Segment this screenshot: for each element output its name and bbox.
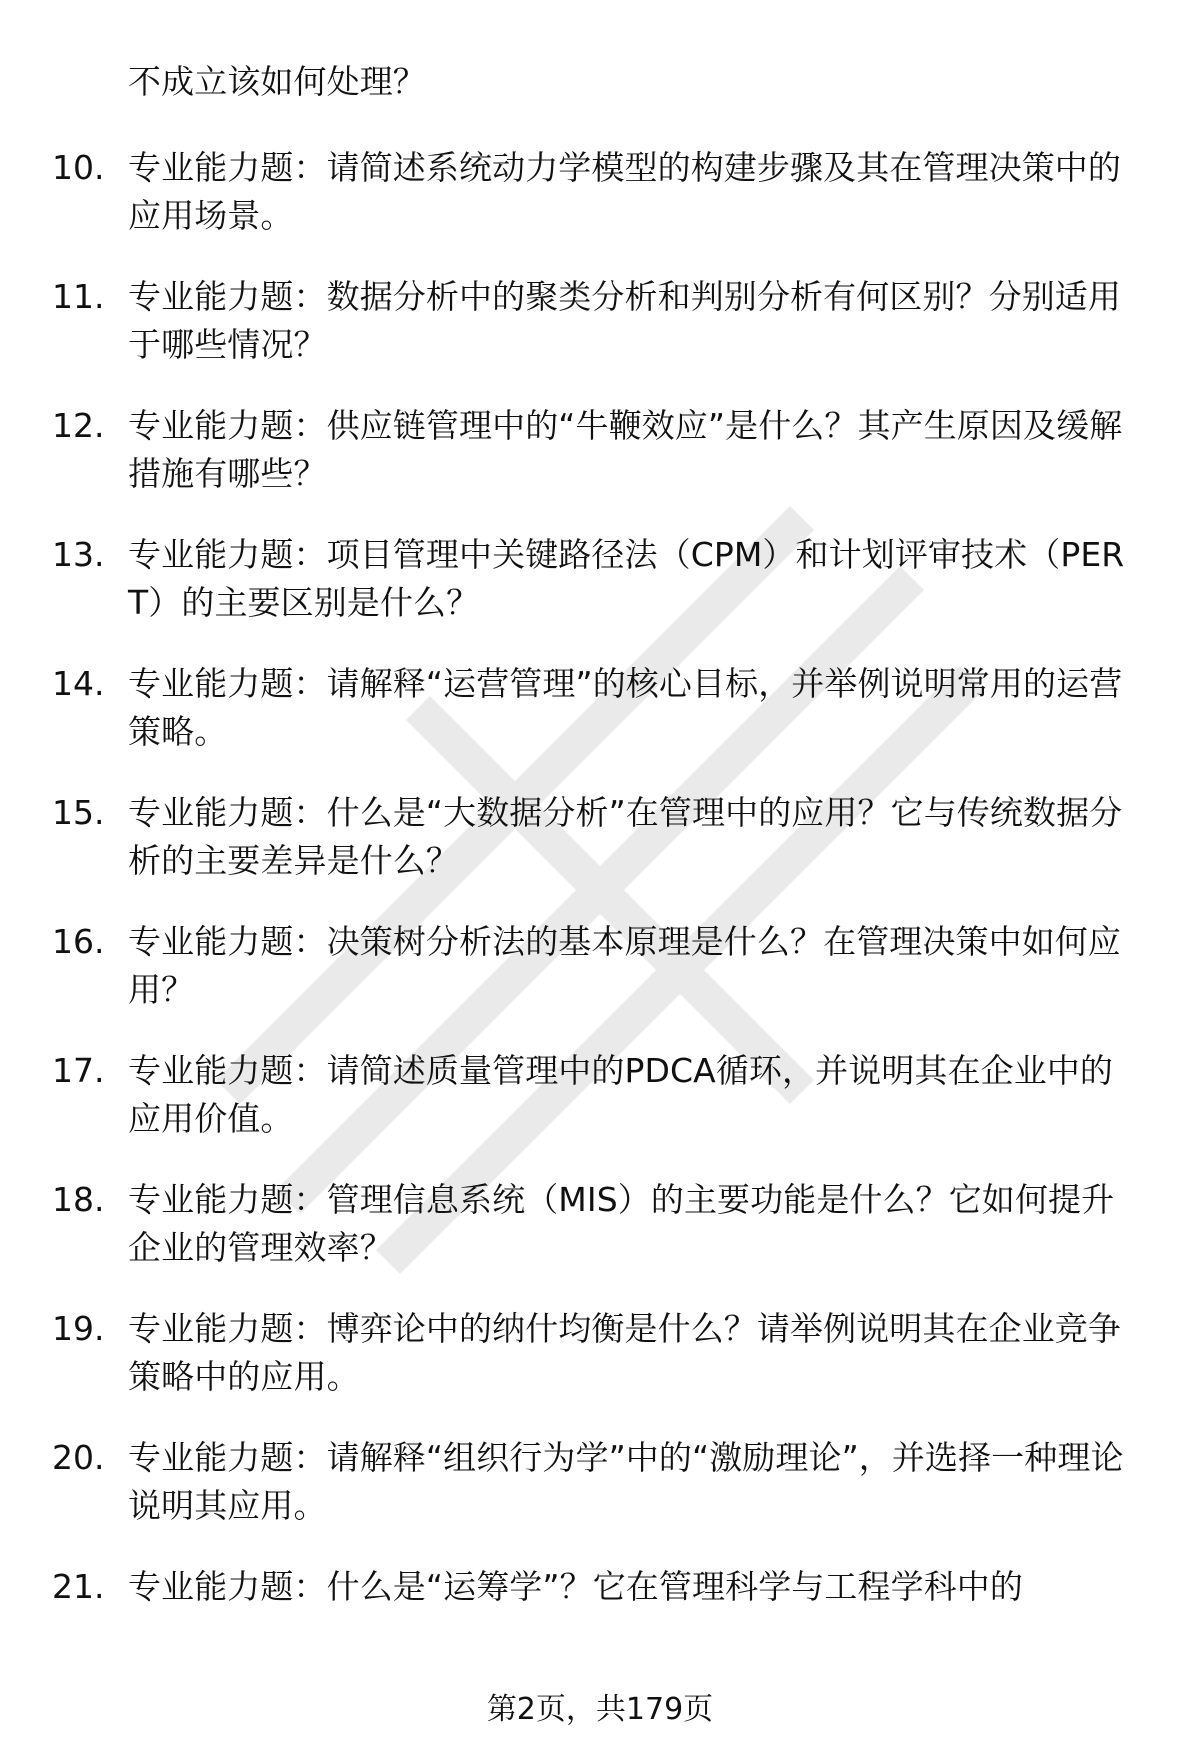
list-item <box>52 144 1137 240</box>
item-number: 11. <box>52 277 105 316</box>
item-text: 专业能力题：什么是“运筹学”？它在管理科学与工程学科中的 <box>128 1567 1023 1606</box>
item-text: 专业能力题：项目管理中关键路径法（CPM）和计划评审技术（PERT）的主要区别是什么？ <box>128 535 1125 622</box>
list-item <box>52 402 1137 498</box>
item-number: 14. <box>52 664 105 703</box>
list-item <box>52 531 1137 627</box>
item-text: 专业能力题：请解释“运营管理”的核心目标，并举例说明常用的运营策略。 <box>128 664 1123 751</box>
item-number: 12. <box>52 406 105 445</box>
item-text: 专业能力题：博弈论中的纳什均衡是什么？请举例说明其在企业竞争策略中的应用。 <box>128 1309 1121 1396</box>
item-number: 13. <box>52 535 105 574</box>
item-number: 19. <box>52 1309 105 1348</box>
list-item <box>52 1434 1137 1530</box>
item-number: 16. <box>52 922 105 961</box>
list-item <box>52 273 1137 369</box>
item-number: 21. <box>52 1567 105 1606</box>
item-text: 专业能力题：什么是“大数据分析”在管理中的应用？它与传统数据分析的主要差异是什么？ <box>128 793 1123 880</box>
list-item <box>52 789 1137 885</box>
list-item <box>52 1047 1137 1143</box>
item-text: 专业能力题：管理信息系统（MIS）的主要功能是什么？它如何提升企业的管理效率？ <box>128 1180 1115 1267</box>
item-number: 15. <box>52 793 105 832</box>
continued-question-text: 不成立该如何处理？ <box>128 62 426 101</box>
item-text: 专业能力题：数据分析中的聚类分析和判别分析有何区别？分别适用于哪些情况？ <box>128 277 1121 364</box>
page-number-footer: 第2页，共179页 <box>486 1692 714 1727</box>
list-item <box>52 660 1137 756</box>
item-text: 专业能力题：请解释“组织行为学”中的“激励理论”，并选择一种理论说明其应用。 <box>128 1438 1124 1525</box>
item-number: 18. <box>52 1180 105 1219</box>
item-number: 20. <box>52 1438 105 1477</box>
list-item <box>52 1563 1137 1611</box>
list-item <box>52 1176 1137 1272</box>
item-text: 专业能力题：请简述系统动力学模型的构建步骤及其在管理决策中的应用场景。 <box>128 148 1121 235</box>
list-item <box>52 918 1137 1014</box>
list-item <box>52 1305 1137 1401</box>
item-text: 专业能力题：决策树分析法的基本原理是什么？在管理决策中如何应用？ <box>128 922 1121 1009</box>
item-text: 专业能力题：请简述质量管理中的PDCA循环，并说明其在企业中的应用价值。 <box>128 1051 1114 1138</box>
item-text: 专业能力题：供应链管理中的“牛鞭效应”是什么？其产生原因及缓解措施有哪些？ <box>128 406 1123 493</box>
item-number: 17. <box>52 1051 105 1090</box>
question-list <box>52 58 1137 1644</box>
item-number: 10. <box>52 148 105 187</box>
